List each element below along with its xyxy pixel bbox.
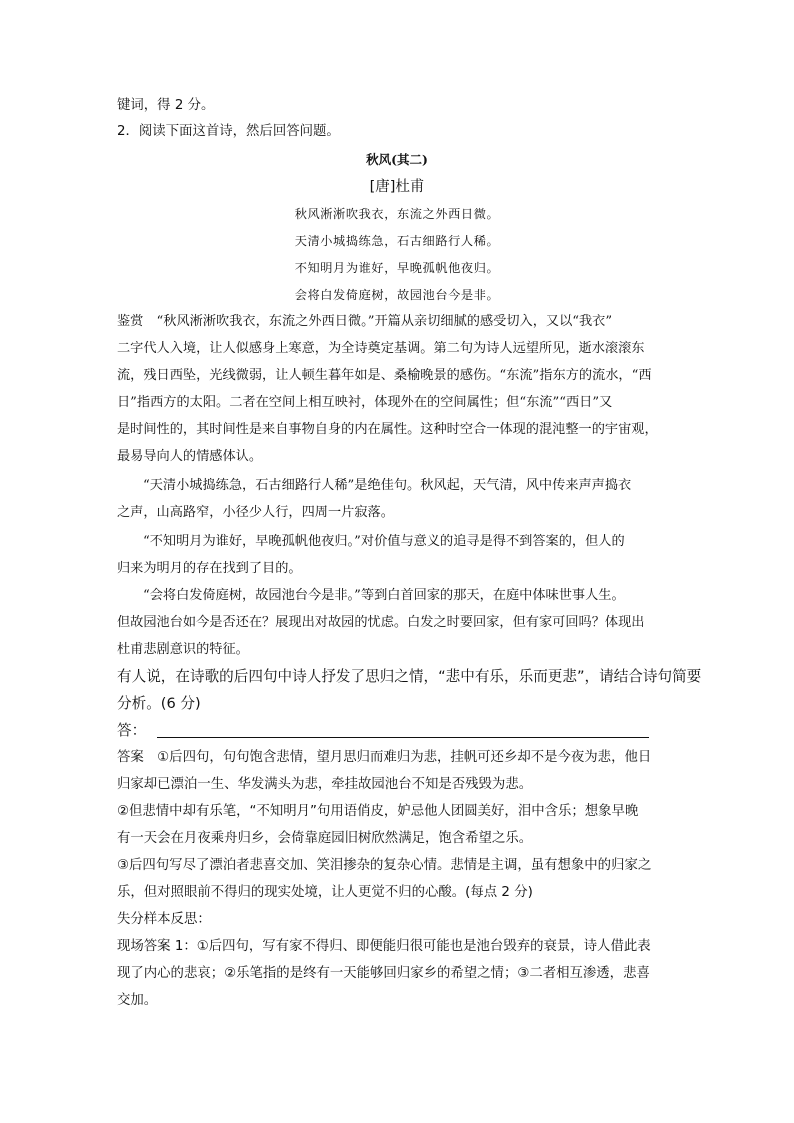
answer-prompt: 答： [117,722,147,739]
poem-line: 不知明月为谁好，早晚孤帆他夜归。 [294,261,500,275]
poem-line: 会将白发倚庭树，故园池台今是非。 [294,288,500,302]
appreciation-line: “不知明月为谁好，早晚孤帆他夜归。”对价值与意义的追寻是得不到答案的，但人的 [143,534,625,549]
appreciation-line: 但故园池台如今是否还在？展现出对故园的忧虑。白发之时要回家，但有家可回吗？体现出 [117,615,645,630]
answer-blank-line [157,737,649,738]
question-heading: 2．阅读下面这首诗，然后回答问题。 [117,124,340,139]
answer-line: 有一天会在月夜乘舟归乡，会倚靠庭园旧树欣然满足，饱含希望之乐。 [117,831,533,846]
sample-answer-line: 交加。 [117,993,158,1008]
appreciation-line: “会将白发倚庭树，故园池台今是非。”等到白首回家的那天，在庭中体味世事人生。 [143,588,625,603]
sample-answer-line: 现场答案 1：①后四句，写有家不得归、即便能归很可能也是池台毁弃的衰景，诗人借此表 [117,939,651,954]
appreciation-line: 最易导向人的情感体认。 [117,449,263,464]
appreciation-line: 之声，山高路窄，小径少人行，四周一片寂落。 [117,505,394,520]
intro-line: 键词，得 2 分。 [117,98,215,113]
answer-line: 答案 ①后四句，句句饱含悲情，望月思归而难归为悲，挂帆可还乡却不是今夜为悲，他日 [117,750,652,765]
appreciation-line: 流，残日西坠，光线微弱，让人顿生暮年如是、桑榆晚景的感伤。“东流”指东方的流水，“西 [117,368,652,383]
appreciation-line: 归来为明月的存在找到了目的。 [117,561,302,576]
poem-line: 天清小城捣练急，石古细路行人稀。 [294,234,500,248]
poem-author: [唐]杜甫 [369,179,425,195]
answer-line: ②但悲情中却有乐笔，“不知明月”句用语俏皮，妒忌他人团圆美好，泪中含乐；想象早晚 [117,804,639,819]
appreciation-line: 鉴赏 “秋风淅淅吹我衣，东流之外西日微。”开篇从亲切细腻的感受切入，又以“我衣” [117,314,613,329]
answer-line: 归家却已漂泊一生、华发满头为悲，牵挂故园池台不知是否残毁为悲。 [117,777,533,792]
question-text: 分析。(6 分) [117,695,201,712]
poem-line: 秋风淅淅吹我衣，东流之外西日微。 [294,207,500,221]
sample-answer-line: 现了内心的悲哀；②乐笔指的是终有一天能够回归家乡的希望之情；③二者相互渗透，悲喜 [117,966,650,981]
appreciation-line: 是时间性的，其时间性是来自事物自身的内在属性。这种时空合一体现的混沌整一的宇宙观， [117,422,658,437]
question-text: 有人说，在诗歌的后四句中诗人抒发了思归之情，“悲中有乐，乐而更悲”，请结合诗句简要 [117,668,702,685]
appreciation-line: 二字代人入境，让人似感身上寒意，为全诗奠定基调。第二句为诗人远望所见，逝水滚滚东 [117,341,645,356]
poem-title: 秋风(其二) [366,152,428,167]
appreciation-line: 杜甫悲剧意识的特征。 [117,642,249,657]
answer-line: ③后四句写尽了漂泊者悲喜交加、笑泪掺杂的复杂心情。悲情是主调，虽有想象中的归家之 [117,858,652,873]
answer-line: 乐，但对照眼前不得归的现实处境，让人更觉不归的心酸。(每点 2 分) [117,885,533,900]
appreciation-line: “天清小城捣练急，石古细路行人稀”是绝佳句。秋风起，天气清，风中传来声声捣衣 [143,478,632,493]
reflection-heading: 失分样本反思： [117,912,211,927]
appreciation-line: 日”指西方的太阳。二者在空间上相互映衬，体现外在的空间属性；但“东流”“西日”又 [117,395,613,410]
